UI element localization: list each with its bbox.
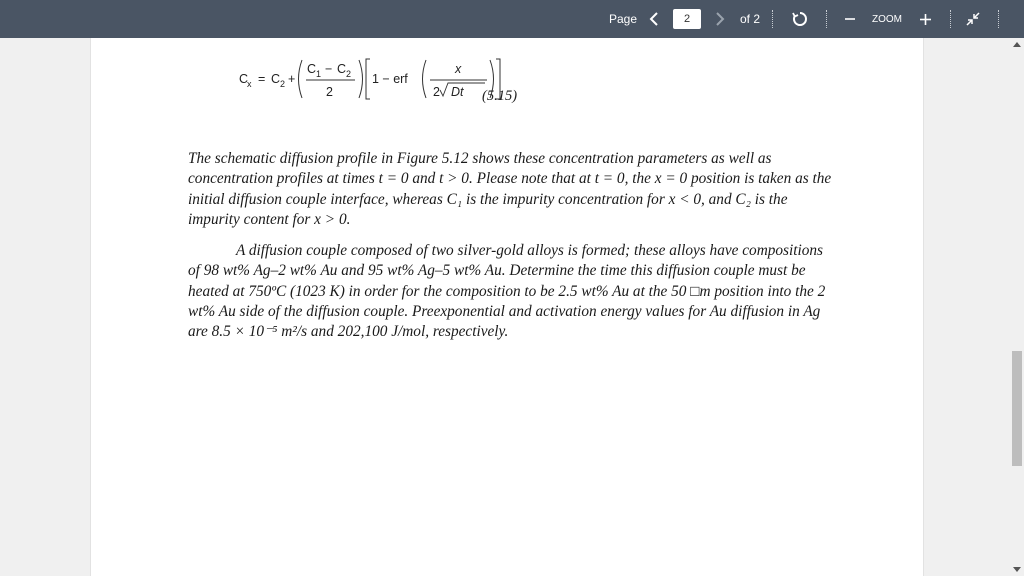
eq-cx-sub: x — [247, 79, 252, 89]
rotate-button[interactable] — [788, 0, 812, 38]
document-viewer[interactable] — [0, 38, 1024, 576]
zoom-in-button[interactable] — [914, 0, 936, 38]
eq-frac-den-coef: 2 — [433, 85, 440, 99]
toolbar-separator — [772, 10, 773, 28]
paragraph-diffusion-profile: The schematic diffusion profile in Figure 5.12 shows these concentration parameters as well as concentration profiles at times t = 0 and t > 0. Please note that at t = 0, the x = 0 position is taken as the initial diffusion couple interface, whereas C₁ is the impurity concentration for x < 0, and C₂ is the impurity content for x > 0. — [188, 150, 832, 228]
page-number-input[interactable]: 2 — [673, 9, 701, 29]
eq-cx: C — [239, 72, 249, 86]
pdf-toolbar — [0, 0, 1024, 38]
exit-fullscreen-button[interactable] — [962, 0, 984, 38]
eq-minus: − — [325, 62, 333, 76]
next-page-button[interactable] — [710, 0, 730, 38]
eq-num-c1: C — [307, 62, 317, 76]
scroll-up-icon[interactable] — [1013, 42, 1021, 47]
minus-icon — [844, 13, 856, 25]
eq-num-c2: C — [337, 62, 347, 76]
zoom-out-button[interactable] — [840, 0, 860, 38]
previous-page-button[interactable] — [644, 0, 664, 38]
chevron-left-icon — [649, 12, 659, 26]
scroll-down-icon[interactable] — [1013, 567, 1021, 572]
eq-num-c2-sub: 2 — [346, 69, 352, 79]
toolbar-separator — [998, 10, 999, 28]
eq-frac-x: x — [455, 62, 462, 76]
eq-equals: = — [258, 72, 266, 86]
collapse-icon — [966, 12, 980, 26]
eq-num-c1-sub: 1 — [316, 69, 322, 79]
toolbar-separator — [950, 10, 951, 28]
chevron-right-icon — [715, 12, 725, 26]
scrollbar-thumb[interactable] — [1012, 351, 1022, 466]
eq-c2-sub: 2 — [280, 79, 286, 89]
zoom-label: ZOOM — [872, 13, 902, 25]
vertical-scrollbar[interactable] — [1010, 38, 1024, 576]
eq-denominator: 2 — [326, 85, 333, 99]
page-count-label: of 2 — [739, 12, 760, 26]
equation-number: (5.15) — [482, 88, 518, 104]
eq-c2: C — [271, 72, 281, 86]
page-label: Page — [608, 12, 638, 26]
toolbar-separator — [826, 10, 827, 28]
eq-plus: + — [288, 72, 296, 86]
rotate-icon — [792, 11, 808, 27]
paragraph-diffusion-couple-problem: A diffusion couple composed of two silver-gold alloys is formed; these alloys have compositions of 98 wt% Ag–2 wt% Au and 95 wt% Ag–5 wt% Au. Determine the time this diffusion couple must be heated at 750ºC (1023 K) in order for the composition to be 2.5 wt% Au at the 50 □m position into the 2 wt% Au side of the diffusion couple. Preexponential and activation energy values for Au diffusion in Ag are 8.5 × 10⁻⁵ m²/s and 202,100 J/mol, respectively. — [188, 242, 826, 341]
plus-icon — [919, 13, 932, 26]
eq-one-minus-erf: 1 − erf — [372, 72, 408, 86]
eq-frac-den-sqrt: Dt — [451, 85, 464, 99]
